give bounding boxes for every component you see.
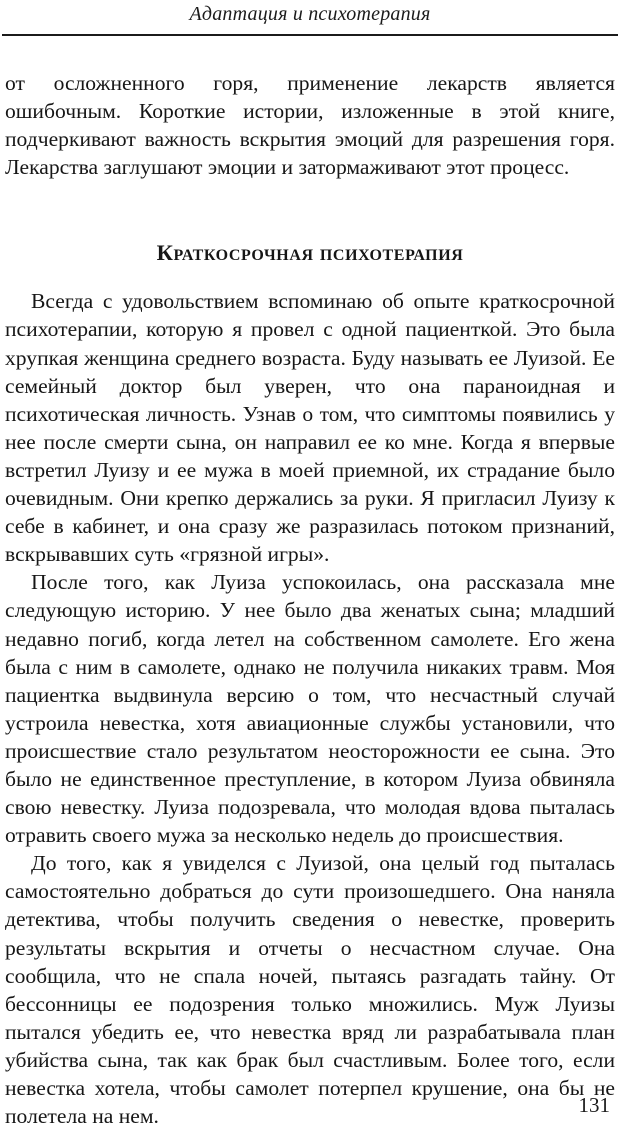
running-head: Адаптация и психотерапия	[189, 3, 431, 25]
body-paragraph-2: После того, как Луиза успокоилась, она рассказала мне следующую историю. У нее было два женатых сына; младший недавно погиб, когда летел на собственном самолете. Его жена была с ним в самолете, однако не получила никаких травм. Моя пациентка выдвинула версию о том, что несчастный случай устроила невестка, хотя авиационные службы установили, что происшествие стало результатом неосторожности ее сына. Это было не единственное преступление, в котором Луиза обвиняла свою невестку. Луиза подозревала, что молодая вдова пыталась отравить своего мужа за несколько недель до происшествия.	[5, 570, 615, 848]
section-title: Краткосрочная психотерапия	[156, 240, 464, 266]
page-number: 131	[578, 1093, 610, 1117]
page-header	[0, 2, 620, 28]
page-body	[5, 69, 615, 1130]
body-paragraph-3: До того, как я увиделся с Луизой, она целый год пыталась самостоятельно добраться до сути произошедшего. Она наняла детектива, чтобы получить сведения о невестке, проверить результаты вскрытия и отчеты о несчастном случае. Она сообщила, что не спала ночей, пытаясь разгадать тайну. От бессонницы ее подозрения только множились. Муж Луизы пытался убедить ее, что невестка вряд ли разрабатывала план убийства сына, так как брак был счастливым. Более того, если невестка хотела, чтобы самолет потерпел крушение, она бы не полетела на нем.	[5, 851, 615, 1129]
body-paragraph-1: Всегда с удовольствием вспоминаю об опыте краткосрочной психотерапии, которую я провел с одной пациенткой. Это была хрупкая женщина среднего возраста. Буду называть ее Луизой. Ее семейный доктор был уверен, что она параноидная и психотическая личность. Узнав о том, что симптомы появились у нее после смерти сына, он направил ее ко мне. Когда я впервые встретил Луизу и ее мужа в моей приемной, их страдание было очевидным. Они крепко держались за руки. Я пригласил Луизу к себе в кабинет, и она сразу же разразилась потоком признаний, вскрывавших суть «грязной игры».	[5, 289, 615, 567]
header-rule	[2, 34, 618, 36]
intro-paragraph: от осложненного горя, применение лекарств является ошибочным. Короткие истории, изложенные в этой книге, подчеркивают важность вскрытия эмоций для разрешения горя. Лекарства заглушают эмоции и затормаживают этот процесс.	[5, 71, 615, 180]
